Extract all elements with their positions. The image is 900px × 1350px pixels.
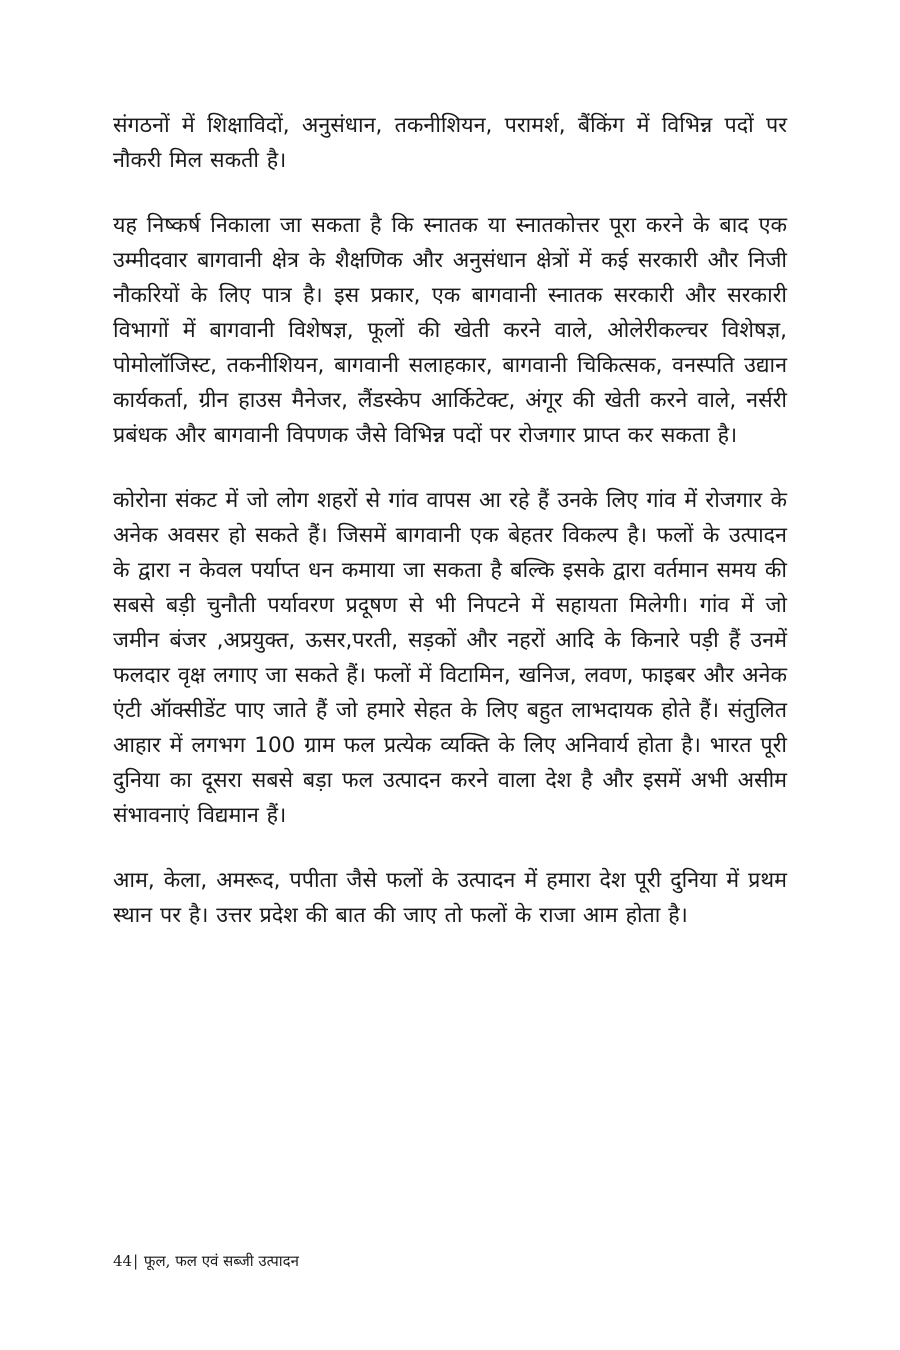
paragraph-fruit-production-rank: आम, केला, अमरूद, पपीता जैसे फलों के उत्पादन में हमारा देश पूरी दुनिया में प्रथम स्थान पर है। उत्तर प्रदेश की बात की जाए तो फलों के राजा आम होता है।: [113, 868, 787, 928]
page-body: [113, 108, 787, 933]
paragraph-corona-village-employment: कोरोना संकट में जो लोग शहरों से गांव वापस आ रहे हैं उनके लिए गांव में रोजगार के अनेक अवसर हो सकते हैं। जिसमें बागवानी एक बेहतर विकल्प है। फलों के उत्पादन के द्वारा न केवल पर्याप्त धन कमाया जा सकता है बल्कि इसके द्वारा वर्तमान समय की सबसे बड़ी चुनौती पर्यावरण प्रदूषण से भी निपटने में सहायता मिलेगी। गांव में जो जमीन बंजर ,अप्रयुक्त, ऊसर,परती, सड़कों और नहरों आदि के किनारे पड़ी हैं उनमें फलदार वृक्ष लगाए जा सकते हैं। फलों में विटामिन, खनिज, लवण, फाइबर और अनेक एंटी ऑक्सीडेंट पाए जाते हैं जो हमारे सेहत के लिए बहुत लाभदायक होते हैं। संतुलित आहार में लगभग 100 ग्राम फल प्रत्येक व्यक्ति के लिए अनिवार्य होता है। भारत पूरी दुनिया का दूसरा सबसे बड़ा फल उत्पादन करने वाला देश है और इसमें अभी असीम संभावनाएं विद्यमान हैं।: [113, 488, 787, 828]
paragraph-jobs-in-organisations: संगठनों में शिक्षाविदों, अनुसंधान, तकनीशियन, परामर्श, बैंकिंग में विभिन्न पदों पर नौकरी मिल सकती है।: [113, 113, 787, 173]
page-number: 44: [113, 1252, 133, 1270]
page-footer: [113, 1250, 299, 1272]
footer-separator: |: [133, 1252, 139, 1270]
book-title: फूल, फल एवं सब्जी उत्पादन: [139, 1252, 299, 1270]
paragraph-conclusion-career-options: यह निष्कर्ष निकाला जा सकता है कि स्नातक या स्नातकोत्तर पूरा करने के बाद एक उम्मीदवार बागवानी क्षेत्र के शैक्षणिक और अनुसंधान क्षेत्रों में कई सरकारी और निजी नौकरियों के लिए पात्र है। इस प्रकार, एक बागवानी स्नातक सरकारी और सरकारी विभागों में बागवानी विशेषज्ञ, फूलों की खेती करने वाले, ओलेरीकल्चर विशेषज्ञ, पोमोलॉजिस्ट, तकनीशियन, बागवानी सलाहकार, बागवानी चिकित्सक, वनस्पति उद्यान कार्यकर्ता, ग्रीन हाउस मैनेजर, लैंडस्केप आर्किटेक्ट, अंगूर की खेती करने वाले, नर्सरी प्रबंधक और बागवानी विपणक जैसे विभिन्न पदों पर रोजगार प्राप्त कर सकता है।: [113, 213, 787, 448]
